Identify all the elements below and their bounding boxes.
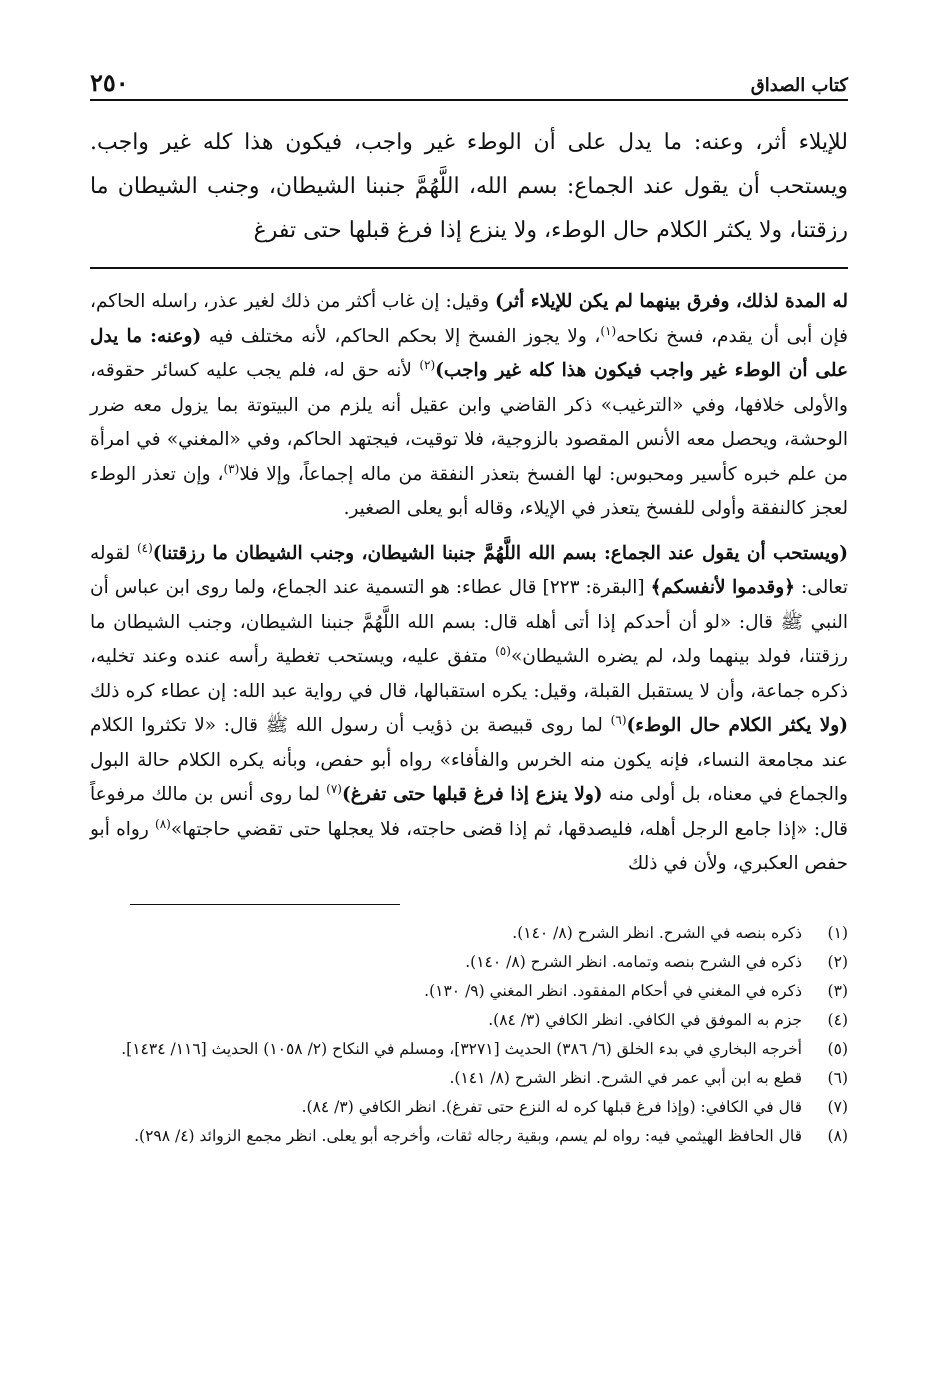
- footnote-ref[interactable]: (٥): [495, 643, 511, 658]
- quoted-matn: (ولا ينزع إذا فرغ قبلها حتى تفرغ): [341, 784, 603, 805]
- footnote-ref[interactable]: (٨): [155, 816, 171, 831]
- footnote-divider: [130, 904, 400, 905]
- footnote-text: قال في الكافي: (وإذا فرغ قبلها كره له النزع حتى تفرغ). انظر الكافي (٣/ ٨٤).: [301, 1097, 802, 1116]
- footnote-text: قطع به ابن أبي عمر في الشرح. انظر الشرح (٨/ ١٤١).: [449, 1068, 802, 1087]
- footnote-number: (٥): [827, 1039, 848, 1058]
- commentary-text: رواه أبو حفص العكبري، ولأن في ذلك: [90, 818, 848, 874]
- footnote-number: (٦): [827, 1068, 848, 1087]
- footnote-item: [90, 1006, 848, 1035]
- quoted-matn: (ولا يكثر الكلام حال الوطء): [626, 715, 848, 736]
- commentary-text: لأنه حق له، فلم يجب عليه كسائر حقوقه، والأولى خلافها، وفي «الترغيب» ذكر القاضي وابن عقيل أنه يلزم من البيتوتة بما يزول معه ضرر الوحشة، ويحصل معه الأنس المقصود بالزوجية، فلا توقيت، فيجتهد الحاكم، وفي «المغني» في امرأة من علم خبره كأسير ومحبوس: لها الفسخ بتعذر النفقة من ماله إجماعاً، وإلا فلا: [90, 360, 848, 485]
- quran-quote: ﴿وقدموا لأنفسكم﴾: [650, 577, 796, 598]
- footnote-item: [90, 1122, 848, 1151]
- footnote-item: [90, 1093, 848, 1122]
- commentary-text: لما روى قبيصة بن ذؤيب أن رسول الله ﷺ قال: «لا تكثروا الكلام عند مجامعة النساء، فإنه يكون منه الخرس والفأفاء» رواه أبو حفص، وبأنه يكره الكلام حالة البول والجماع في معناه، بل أولى منه: [90, 715, 848, 805]
- footnote-ref[interactable]: (٤): [136, 540, 153, 555]
- commentary-text: وقيل: إن غاب أكثر من ذلك لغير عذر، راسله الحاكم، فإن أبى أن يقدم، فسخ نكاحه: [90, 291, 848, 347]
- commentary-text: ، وإن تعذر الوطء لعجز كالنفقة وأولى للفسخ يتعذر في الإيلاء، وقاله أبو يعلى الصغير.: [90, 463, 848, 519]
- footnote-text: قال الحافظ الهيثمي فيه: رواه لم يسم، وبقية رجاله ثقات، وأخرجه أبو يعلى. انظر مجمع الزوائد (٤/ ٢٩٨).: [134, 1126, 802, 1145]
- book-page: [90, 55, 848, 1335]
- footnote-text: جزم به الموفق في الكافي. انظر الكافي (٣/ ٨٤).: [488, 1010, 802, 1029]
- quoted-matn: له المدة لذلك، وفرق بينهما لم يكن للإيلاء أثر): [495, 291, 848, 312]
- footnote-ref[interactable]: (٧): [326, 781, 342, 796]
- footnote-item: [90, 977, 848, 1006]
- footnote-ref[interactable]: (١): [600, 323, 617, 338]
- commentary-text: [البقرة: ٢٢٣] قال عطاء: هو التسمية عند الجماع، ولما روى ابن عباس أن النبي ﷺ قال: «لو أن أحدكم إذا أتى أهله قال: بسم الله اللَّهُمَّ جنبنا الشيطان، وجنب الشيطان ما رزقتنا، فولد بينهما ولد، لم يضره الشيطان»: [90, 577, 848, 667]
- commentary: [90, 285, 848, 882]
- footnote-number: (٤): [827, 1010, 848, 1029]
- footnote-ref[interactable]: (٢): [419, 357, 436, 372]
- footnote-text: أخرجه البخاري في بدء الخلق (٦/ ٣٨٦) الحديث [٣٢٧١]، ومسلم في النكاح (٢/ ١٠٥٨) الحديث [١١٦/ ١٤٣٤].: [121, 1039, 802, 1058]
- footnote-number: (٣): [827, 981, 848, 1000]
- footnote-text: ذكره بنصه في الشرح. انظر الشرح (٨/ ١٤٠).: [512, 923, 802, 942]
- running-title: كتاب الصداق: [750, 75, 848, 96]
- footnotes: [90, 919, 848, 1151]
- commentary-text: لقوله تعالى:: [90, 542, 849, 598]
- footnote-ref[interactable]: (٦): [610, 712, 627, 727]
- footnote-item: [90, 1035, 848, 1064]
- commentary-paragraph-1: [90, 285, 848, 527]
- footnote-number: (٧): [827, 1097, 848, 1116]
- quoted-matn: (وعنه: ما يدل على أن الوطء غير واجب فيكون هذا كله غير واجب): [90, 325, 848, 381]
- footnote-number: (٢): [827, 952, 848, 971]
- footnote-ref[interactable]: (٣): [223, 461, 240, 476]
- commentary-text: لما روى أنس بن مالك مرفوعاً قال: «إذا جامع الرجل أهله، فليصدقها، ثم إذا قضى حاجته، فلا يعجلها حتى تقضي حاجتها»: [90, 784, 848, 840]
- footnote-number: (٨): [827, 1126, 848, 1145]
- page-header: [90, 55, 848, 101]
- commentary-paragraph-2: [90, 537, 848, 882]
- footnote-number: (١): [827, 923, 848, 942]
- page-number: ٢٥٠: [90, 68, 129, 97]
- commentary-text: ، ولا يجوز الفسخ إلا بحكم الحاكم، لأنه مختلف فيه: [201, 325, 601, 347]
- matn-text: للإيلاء أثر، وعنه: ما يدل على أن الوطء غير واجب، فيكون هذا كله غير واجب. ويستحب أن يقول عند الجماع: بسم الله، اللَّهُمَّ جنبنا الشيطان، وجنب الشيطان ما رزقتنا، ولا يكثر الكلام حال الوطء، ولا ينزع إذا فرغ قبلها حتى تفرغ: [90, 130, 848, 243]
- footnote-item: [90, 1064, 848, 1093]
- footnote-text: ذكره في الشرح بنصه وتمامه. انظر الشرح (٨/ ١٤٠).: [465, 952, 802, 971]
- quoted-matn: (ويستحب أن يقول عند الجماع: بسم الله اللَّهُمَّ جنبنا الشيطان، وجنب الشيطان ما رزقتنا): [152, 542, 848, 564]
- matn-divider: [90, 267, 848, 269]
- commentary-text: متفق عليه، ويستحب تغطية رأسه عنده وعند تخليه، ذكره جماعة، وأن لا يستقبل القبلة، وقيل: يكره استقبالها، قال في رواية عبد الله: إن عطاء كره ذلك: [90, 646, 848, 702]
- footnote-item: [90, 919, 848, 948]
- footnote-item: [90, 948, 848, 977]
- footnote-text: ذكره في المغني في أحكام المفقود. انظر المغني (٩/ ١٣٠).: [424, 981, 802, 1000]
